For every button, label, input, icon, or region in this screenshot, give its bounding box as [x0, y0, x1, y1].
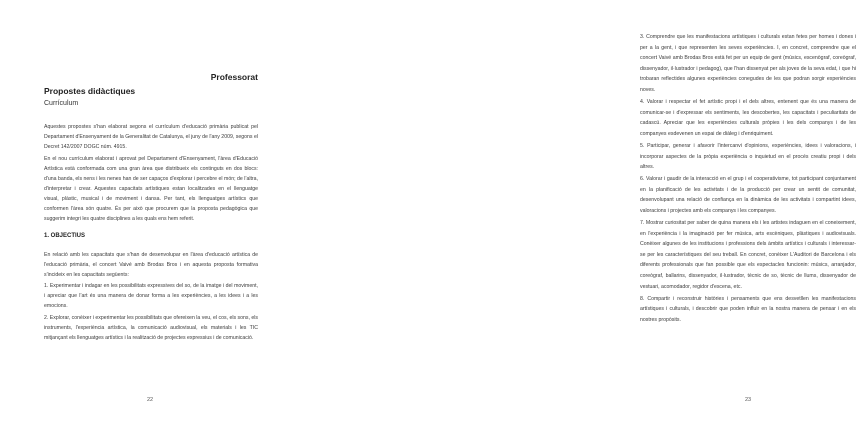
right-page [300, 0, 856, 424]
paragraph: En el nou currículum elaborat i aprovat pel Departament d'Ensenyament, l'àrea d'Educació Artística està conformada com una gran àrea que distribueix els continguts en dos blocs: d'una banda, els nens i les nenes han de ser capaços d'explorar i percebre el món; de l'altra, d'interpretar i crear. Aquestes capacitats artístiques estan localitzades en el llenguatge visual, plàstic, musical i de moviment i dansa. Per tant, els llenguatges artístics que conformen l'àrea són quatre. És per això que procurem que la proposta pedagògica que suggerim integri les quatre disciplines a les quals ens hem referit. [44, 155, 258, 222]
paragraph: 5. Participar, generar i afavorir l'intercanvi d'opinions, experiències, idees i valoracions, i incorporar aspectes de la pròpia experiència o inquietud en el procés creatiu propi i dels altres. [640, 142, 856, 171]
page-title: Propostes didàctiques [44, 86, 136, 96]
right-page-body [640, 32, 856, 327]
paragraph: 8. Compartir i reconstruir històries i pensaments que ens desvetllen les manifestacions artístiques i culturals, i descobrir que poden influir en la nostra manera de pensar i en els nostres propòsits. [640, 295, 856, 323]
paragraph: 2. Explorar, conèixer i experimentar les possibilitats que ofereixen la veu, el cos, els sons, els instruments, l'experiència artística, la comunicació audiovisual, els materials i les TIC mitjançant els llenguatges artístics i la realització de projectes expressius i de comunicació. [44, 314, 258, 341]
left-page-body [44, 72, 258, 344]
paragraph: 3. Comprendre que les manifestacions artístiques i culturals estan fetes per homes i dones i per a la gent, i que representen les seves experiències. I, en concret, comprendre que el concert Vaivé amb Brodas Bros està fet per un equip de gent (músics, escenògraf, coreògraf, dissenyador, il·lustrador i pedagog), que l'han dissenyat per als joves de la seva edat, i que hi trobaran reflectides algunes experiències conegudes de les que podran sorgir experiències noves. [640, 34, 856, 93]
paragraph: En relació amb les capacitats que s'han de desenvolupar en l'àrea d'educació artística de l'educació primària, el concert Vaivé amb Brodas Bros i en aquesta proposta formativa s'incideix en les capacitats següents: [44, 251, 258, 278]
page-number: 23 [745, 397, 752, 403]
section-label: Professorat [210, 72, 258, 82]
paragraph: 6. Valorar i gaudir de la interacció en el grup i el cooperativisme, tot participant conjuntament en la planificació de les activitats i de la producció per crear un sentit de comunitat, desenvolupant una relació de confiança en la dinàmica de les activitats i compartint idees, valoracions i projectes amb els companys i les companyes. [640, 176, 856, 214]
section-heading: 1. OBJECTIUS [44, 232, 86, 239]
left-page [0, 0, 300, 424]
paragraph: 1. Experimentar i indagar en les possibilitats expressives del so, de la imatge i del moviment, i apreciar que l'art és una manera de donar forma a les experiències, a les idees i a les emocions. [44, 283, 258, 309]
page-number: 22 [147, 397, 154, 403]
paragraph: 4. Valorar i respectar el fet artístic propi i el dels altres, entenent que és una manera de comunicar-se i d'expressar els sentiments, les descobertes, les capacitats i peculiaritats de cadascú. Apreciar que les experiències culturals pròpies i les dels companys i de les companyes esdevenen un espai de diàleg i d'enriquiment. [640, 99, 856, 137]
page-subtitle: Currículum [44, 100, 79, 107]
paragraph: 7. Mostrar curiositat per saber de quina manera els i les artistes indaguen en el coneixement, en l'experiència i la imaginació per fer música, arts escèniques, plàstiques i audiovisuals. Conèixer algunes de les institucions i professions dels àmbits artístics i culturals i interessar-se per les característiques del seu treball. En concret, conèixer L'Auditori de Barcelona i els diferents professionals que fan possible que els espectacles funcionin: músics, arranjador, coreògraf, ballarins, dissenyador, il·lustrador, tècnic de so, tècnic de llums, dissenyador de vestuari, acomodador, regidor d'escena, etc. [640, 220, 856, 290]
paragraph: Aquestes propostes s'han elaborat segons el currículum d'educació primària publicat pel Departament d'Ensenyament de la Generalitat de Catalunya, el juny de l'any 2009, segons el Decret 142/2007 DOGC núm. 4915. [44, 124, 258, 150]
